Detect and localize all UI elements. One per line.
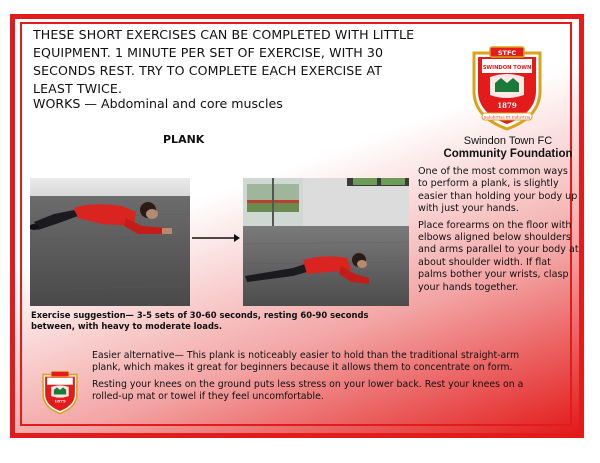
crest-top-label-text: STFC (497, 49, 517, 57)
plank-photo-hold (243, 178, 409, 306)
club-crest-small-logo (40, 370, 80, 415)
club-name: Swindon Town FC (463, 135, 553, 147)
description-paragraph-2: Place forearms on the floor with elbows aligned below shoulders and arms parallel to your body at about shoulder width. If flat palms bother your wrists, clasp your hands together. (418, 219, 579, 293)
crest-small-year-text: 1879 (54, 398, 66, 404)
arrow-right-icon (192, 232, 240, 244)
alternative-paragraph-2: Resting your knees on the ground puts less stress on your lower back. Rest your knees on a rolled-up mat or towel if they feel uncomfortable. (92, 378, 524, 402)
crest-year-text: 1879 (497, 101, 517, 110)
club-subtitle: Community Foundation (443, 148, 573, 160)
description-paragraph-1: One of the most common ways to perform a plank, is slightly easier than holding your body up with just your hands. (418, 166, 578, 215)
crest-name-text: SWINDON TOWN (482, 65, 532, 71)
plank-description (418, 166, 580, 298)
easier-alternative (92, 350, 532, 407)
exercise-title: PLANK (163, 133, 205, 146)
intro-text: THESE SHORT EXERCISES CAN BE COMPLETED WITH LITTLE EQUIPMENT. 1 MINUTE PER SET OF EXERCISE, WITH 30 SECONDS REST. TRY TO COMPLETE EACH EXERCISE AT LEAST TWICE. (33, 27, 415, 96)
works-muscles: WORKS — Abdominal and core muscles (33, 96, 283, 111)
club-crest-logo (468, 45, 546, 131)
plank-photo-start (30, 178, 190, 306)
exercise-suggestion: Exercise suggestion— 3-5 sets of 30-60 seconds, resting 60-90 seconds between, with heavy to moderate loads. (31, 310, 369, 331)
crest-motto-text: Salubritas Et Industria (483, 114, 531, 120)
alternative-paragraph-1: Easier alternative— This plank is noticeably easier to hold than the traditional straight-arm plank, which makes it great for beginners because it allows them to concentrate on form. (92, 350, 520, 374)
